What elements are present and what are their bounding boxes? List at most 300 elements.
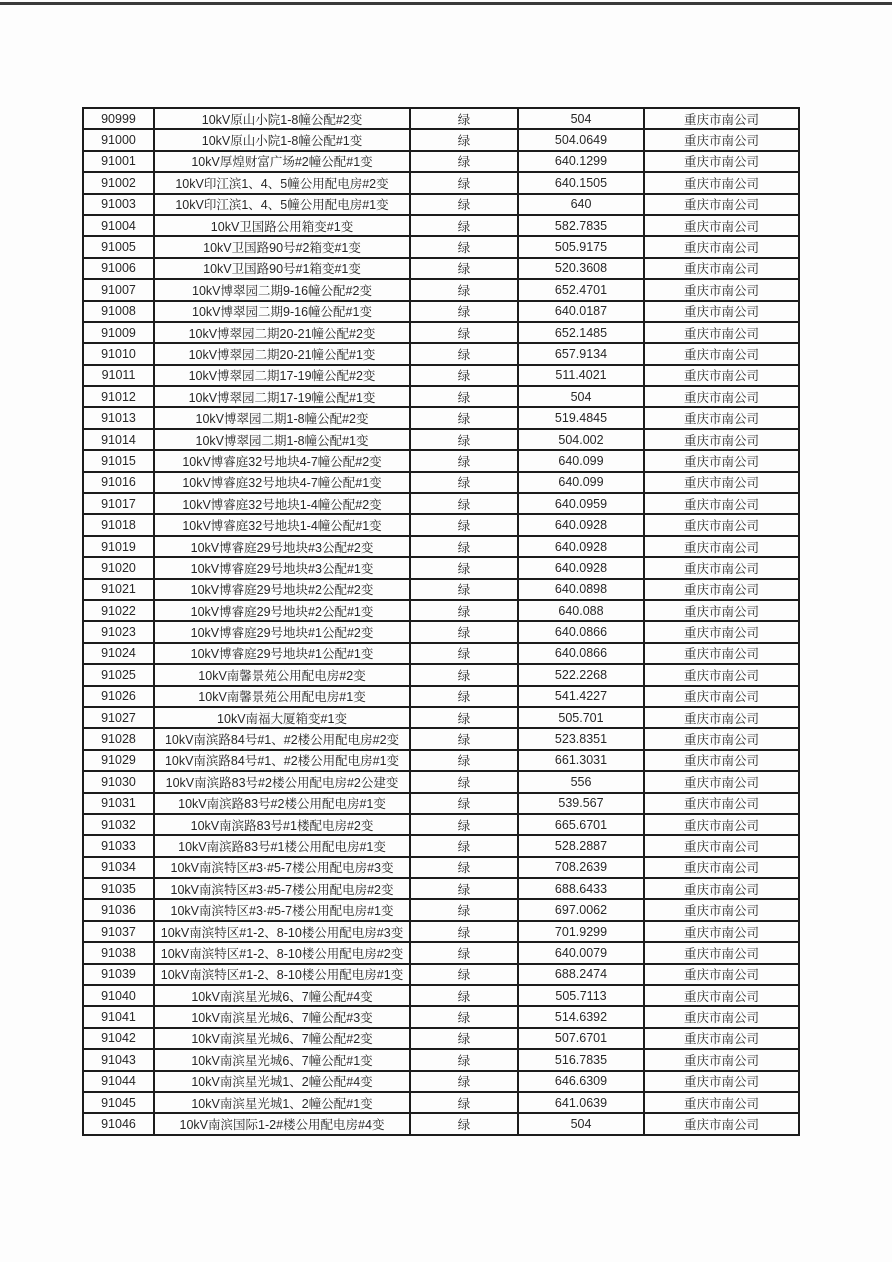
table-row: [83, 215, 799, 236]
cell-id: 91044: [83, 1071, 154, 1092]
cell-value: 528.2887: [518, 835, 644, 856]
cell-id: 91014: [83, 429, 154, 450]
cell-company: 重庆市南公司: [644, 343, 799, 364]
name-clip: 10kV原山小院1-8幢公配#1变: [201, 134, 363, 149]
cell-id: 91038: [83, 942, 154, 963]
cell-name: [154, 985, 410, 1006]
table-row: [83, 579, 799, 600]
table-row: [83, 1006, 799, 1027]
cell-value: 539.567: [518, 793, 644, 814]
cell-id: 91024: [83, 643, 154, 664]
name-clip: 10kV南滨路84号#1、#2楼公用配电房#1变: [164, 754, 400, 769]
cell-name: [154, 621, 410, 642]
cell-id: 91018: [83, 514, 154, 535]
name-clip: 10kV南滨特区#1-2、8-10楼公用配电房#1变: [160, 968, 404, 983]
cell-status: 绿: [410, 407, 518, 428]
cell-company: 重庆市南公司: [644, 964, 799, 985]
cell-status: 绿: [410, 814, 518, 835]
cell-status: 绿: [410, 514, 518, 535]
cell-name: [154, 1006, 410, 1027]
cell-company: 重庆市南公司: [644, 172, 799, 193]
cell-company: 重庆市南公司: [644, 322, 799, 343]
cell-value: 504.002: [518, 429, 644, 450]
cell-name: [154, 557, 410, 578]
cell-company: 重庆市南公司: [644, 643, 799, 664]
table-row: [83, 964, 799, 985]
table-row: [83, 172, 799, 193]
table-row: [83, 407, 799, 428]
table-row: [83, 557, 799, 578]
table-row: [83, 386, 799, 407]
cell-company: 重庆市南公司: [644, 151, 799, 172]
cell-value: 652.1485: [518, 322, 644, 343]
cell-status: 绿: [410, 728, 518, 749]
cell-value: 504: [518, 108, 644, 129]
cell-id: 91006: [83, 258, 154, 279]
cell-value: 641.0639: [518, 1092, 644, 1113]
cell-id: 91032: [83, 814, 154, 835]
cell-value: 523.8351: [518, 728, 644, 749]
cell-company: 重庆市南公司: [644, 258, 799, 279]
cell-name: [154, 472, 410, 493]
name-clip: 10kV卫国路公用箱变#1变: [210, 219, 354, 234]
table-row: [83, 728, 799, 749]
cell-value: 504: [518, 386, 644, 407]
name-clip: 10kV南滨路83号#2楼公用配电房#2公建变: [165, 775, 399, 790]
cell-status: 绿: [410, 857, 518, 878]
cell-value: 697.0062: [518, 899, 644, 920]
cell-value: 657.9134: [518, 343, 644, 364]
table-row: [83, 1049, 799, 1070]
cell-company: 重庆市南公司: [644, 600, 799, 621]
cell-id: 91000: [83, 129, 154, 150]
cell-id: 91012: [83, 386, 154, 407]
cell-id: 91035: [83, 878, 154, 899]
cell-id: 91001: [83, 151, 154, 172]
cell-status: 绿: [410, 236, 518, 257]
cell-id: 91021: [83, 579, 154, 600]
cell-status: 绿: [410, 108, 518, 129]
cell-id: 91003: [83, 194, 154, 215]
table-row: [83, 1028, 799, 1049]
cell-id: 91046: [83, 1113, 154, 1135]
table-row: [83, 1092, 799, 1113]
cell-company: 重庆市南公司: [644, 279, 799, 300]
cell-value: 522.2268: [518, 664, 644, 685]
name-clip: 10kV南馨景苑公用配电房#2变: [198, 668, 366, 683]
name-clip: 10kV卫国路90号#2箱变#1变: [203, 241, 361, 256]
cell-company: 重庆市南公司: [644, 450, 799, 471]
cell-name: [154, 194, 410, 215]
cell-id: 91028: [83, 728, 154, 749]
table-row: [83, 643, 799, 664]
name-clip: 10kV南馨景苑公用配电房#1变: [198, 690, 366, 705]
cell-value: 640.099: [518, 450, 644, 471]
cell-name: [154, 279, 410, 300]
cell-status: 绿: [410, 707, 518, 728]
cell-company: 重庆市南公司: [644, 1071, 799, 1092]
cell-status: 绿: [410, 964, 518, 985]
cell-name: [154, 151, 410, 172]
cell-company: 重庆市南公司: [644, 1028, 799, 1049]
cell-status: 绿: [410, 686, 518, 707]
name-clip: 10kV博睿庭32号地块1-4幢公配#2变: [182, 497, 382, 512]
cell-name: [154, 258, 410, 279]
cell-value: 511.4021: [518, 365, 644, 386]
cell-company: 重庆市南公司: [644, 536, 799, 557]
name-clip: 10kV南滨星光城6、7幢公配#4变: [191, 989, 373, 1004]
cell-company: 重庆市南公司: [644, 985, 799, 1006]
cell-name: [154, 365, 410, 386]
name-clip: 10kV南滨路83号#1楼配电房#2变: [190, 818, 374, 833]
table-row: [83, 921, 799, 942]
cell-name: [154, 942, 410, 963]
cell-status: 绿: [410, 600, 518, 621]
table-row: [83, 942, 799, 963]
cell-name: [154, 343, 410, 364]
cell-value: 505.7113: [518, 985, 644, 1006]
cell-name: [154, 514, 410, 535]
cell-status: 绿: [410, 899, 518, 920]
cell-company: 重庆市南公司: [644, 750, 799, 771]
cell-status: 绿: [410, 472, 518, 493]
name-clip: 10kV印江滨1、4、5幢公用配电房#2变: [175, 176, 389, 191]
cell-status: 绿: [410, 258, 518, 279]
cell-name: [154, 814, 410, 835]
cell-id: 91030: [83, 771, 154, 792]
cell-value: 640: [518, 194, 644, 215]
cell-id: 91034: [83, 857, 154, 878]
name-clip: 10kV印江滨1、4、5幢公用配电房#1变: [175, 198, 389, 213]
cell-status: 绿: [410, 279, 518, 300]
cell-company: 重庆市南公司: [644, 1113, 799, 1135]
cell-id: 91043: [83, 1049, 154, 1070]
cell-name: [154, 643, 410, 664]
cell-value: 520.3608: [518, 258, 644, 279]
name-clip: 10kV博翠园二期1-8幢公配#1变: [195, 433, 369, 448]
cell-id: 91045: [83, 1092, 154, 1113]
cell-value: 541.4227: [518, 686, 644, 707]
cell-company: 重庆市南公司: [644, 878, 799, 899]
cell-name: [154, 1071, 410, 1092]
table-row: [83, 1071, 799, 1092]
name-clip: 10kV博睿庭32号地块4-7幢公配#2变: [182, 454, 382, 469]
cell-company: 重庆市南公司: [644, 301, 799, 322]
cell-value: 661.3031: [518, 750, 644, 771]
cell-name: [154, 1049, 410, 1070]
cell-status: 绿: [410, 365, 518, 386]
cell-name: [154, 964, 410, 985]
cell-name: [154, 771, 410, 792]
cell-value: 640.0928: [518, 557, 644, 578]
cell-company: 重庆市南公司: [644, 664, 799, 685]
table-row: [83, 343, 799, 364]
cell-company: 重庆市南公司: [644, 129, 799, 150]
cell-value: 640.0866: [518, 643, 644, 664]
table-row: [83, 450, 799, 471]
cell-value: 708.2639: [518, 857, 644, 878]
name-clip: 10kV博睿庭29号地块#3公配#2变: [190, 540, 374, 555]
cell-id: 91002: [83, 172, 154, 193]
cell-id: 91016: [83, 472, 154, 493]
table-row: [83, 236, 799, 257]
cell-company: 重庆市南公司: [644, 365, 799, 386]
name-clip: 10kV博睿庭29号地块#2公配#2变: [190, 583, 374, 598]
name-clip: 10kV博翠园二期9-16幢公配#1变: [192, 305, 372, 320]
cell-id: 91033: [83, 835, 154, 856]
table-row: [83, 129, 799, 150]
table-row: [83, 493, 799, 514]
cell-company: 重庆市南公司: [644, 793, 799, 814]
cell-company: 重庆市南公司: [644, 728, 799, 749]
cell-company: 重庆市南公司: [644, 407, 799, 428]
cell-value: 640.0898: [518, 579, 644, 600]
name-clip: 10kV博睿庭29号地块#3公配#1变: [190, 561, 374, 576]
cell-company: 重庆市南公司: [644, 579, 799, 600]
cell-company: 重庆市南公司: [644, 921, 799, 942]
cell-company: 重庆市南公司: [644, 493, 799, 514]
cell-status: 绿: [410, 450, 518, 471]
cell-name: [154, 493, 410, 514]
name-clip: 10kV博翠园二期20-21幢公配#1变: [188, 347, 376, 362]
cell-id: 91013: [83, 407, 154, 428]
cell-name: [154, 301, 410, 322]
cell-value: 640.0959: [518, 493, 644, 514]
cell-status: 绿: [410, 1006, 518, 1027]
table-row: [83, 664, 799, 685]
cell-status: 绿: [410, 793, 518, 814]
table-row: [83, 750, 799, 771]
cell-value: 640.099: [518, 472, 644, 493]
cell-company: 重庆市南公司: [644, 215, 799, 236]
cell-id: 91027: [83, 707, 154, 728]
cell-value: 688.2474: [518, 964, 644, 985]
cell-status: 绿: [410, 1092, 518, 1113]
cell-id: 91004: [83, 215, 154, 236]
table-body: [83, 108, 799, 1135]
cell-status: 绿: [410, 215, 518, 236]
cell-id: 91015: [83, 450, 154, 471]
cell-name: [154, 878, 410, 899]
name-clip: 10kV博翠园二期1-8幢公配#2变: [195, 412, 369, 427]
cell-value: 640.0928: [518, 536, 644, 557]
name-clip: 10kV博翠园二期17-19幢公配#1变: [188, 390, 376, 405]
cell-company: 重庆市南公司: [644, 835, 799, 856]
cell-name: [154, 728, 410, 749]
cell-id: 91041: [83, 1006, 154, 1027]
cell-id: 91031: [83, 793, 154, 814]
name-clip: 10kV南滨星光城6、7幢公配#2变: [191, 1032, 373, 1047]
cell-value: 640.0928: [518, 514, 644, 535]
table-row: [83, 151, 799, 172]
cell-name: [154, 750, 410, 771]
cell-company: 重庆市南公司: [644, 1092, 799, 1113]
cell-value: 504: [518, 1113, 644, 1135]
cell-company: 重庆市南公司: [644, 557, 799, 578]
cell-id: 91020: [83, 557, 154, 578]
name-clip: 10kV南滨特区#3·#5-7楼公用配电房#1变: [170, 904, 394, 919]
cell-status: 绿: [410, 621, 518, 642]
cell-name: [154, 386, 410, 407]
cell-company: 重庆市南公司: [644, 814, 799, 835]
cell-company: 重庆市南公司: [644, 236, 799, 257]
transformer-table: [82, 107, 800, 1136]
table-row: [83, 472, 799, 493]
cell-company: 重庆市南公司: [644, 108, 799, 129]
cell-id: 91023: [83, 621, 154, 642]
cell-name: [154, 1092, 410, 1113]
cell-name: [154, 429, 410, 450]
cell-status: 绿: [410, 985, 518, 1006]
name-clip: 10kV南滨星光城1、2幢公配#4变: [191, 1075, 373, 1090]
cell-status: 绿: [410, 493, 518, 514]
cell-status: 绿: [410, 835, 518, 856]
table-row: [83, 258, 799, 279]
name-clip: 10kV南滨路83号#2楼公用配电房#1变: [178, 797, 386, 812]
cell-value: 514.6392: [518, 1006, 644, 1027]
cell-name: [154, 1113, 410, 1135]
cell-id: 91039: [83, 964, 154, 985]
cell-status: 绿: [410, 1028, 518, 1049]
cell-status: 绿: [410, 301, 518, 322]
table-row: [83, 814, 799, 835]
cell-value: 665.6701: [518, 814, 644, 835]
name-clip: 10kV南滨路83号#1楼公用配电房#1变: [178, 839, 386, 854]
cell-value: 640.0187: [518, 301, 644, 322]
cell-name: [154, 793, 410, 814]
name-clip: 10kV原山小院1-8幢公配#2变: [201, 112, 363, 127]
table-row: [83, 985, 799, 1006]
cell-name: [154, 857, 410, 878]
cell-status: 绿: [410, 664, 518, 685]
cell-status: 绿: [410, 579, 518, 600]
name-clip: 10kV南滨路84号#1、#2楼公用配电房#2变: [164, 733, 400, 748]
table-row: [83, 707, 799, 728]
cell-company: 重庆市南公司: [644, 1006, 799, 1027]
name-clip: 10kV南滨特区#3·#5-7楼公用配电房#2变: [170, 882, 394, 897]
cell-status: 绿: [410, 429, 518, 450]
cell-name: [154, 664, 410, 685]
cell-name: [154, 1028, 410, 1049]
cell-name: [154, 707, 410, 728]
cell-company: 重庆市南公司: [644, 1049, 799, 1070]
cell-id: 91022: [83, 600, 154, 621]
name-clip: 10kV博睿庭29号地块#1公配#1变: [190, 647, 374, 662]
cell-name: [154, 108, 410, 129]
name-clip: 10kV南滨国际1-2#楼公用配电房#4变: [179, 1118, 385, 1133]
cell-name: [154, 172, 410, 193]
cell-id: 91025: [83, 664, 154, 685]
cell-status: 绿: [410, 1071, 518, 1092]
table-row: [83, 878, 799, 899]
table-row: [83, 514, 799, 535]
cell-status: 绿: [410, 921, 518, 942]
name-clip: 10kV卫国路90号#1箱变#1变: [203, 262, 361, 277]
table-row: [83, 793, 799, 814]
cell-value: 507.6701: [518, 1028, 644, 1049]
cell-value: 701.9299: [518, 921, 644, 942]
cell-value: 646.6309: [518, 1071, 644, 1092]
cell-name: [154, 579, 410, 600]
cell-company: 重庆市南公司: [644, 429, 799, 450]
cell-value: 505.9175: [518, 236, 644, 257]
name-clip: 10kV博睿庭32号地块4-7幢公配#1变: [182, 476, 382, 491]
cell-id: 91009: [83, 322, 154, 343]
name-clip: 10kV博翠园二期20-21幢公配#2变: [188, 326, 376, 341]
cell-id: 91008: [83, 301, 154, 322]
name-clip: 10kV南福大厦箱变#1变: [217, 711, 347, 726]
cell-name: [154, 236, 410, 257]
cell-status: 绿: [410, 129, 518, 150]
cell-status: 绿: [410, 322, 518, 343]
cell-id: 91007: [83, 279, 154, 300]
cell-id: 91036: [83, 899, 154, 920]
cell-company: 重庆市南公司: [644, 386, 799, 407]
top-edge-bar: [0, 2, 892, 5]
cell-status: 绿: [410, 343, 518, 364]
cell-company: 重庆市南公司: [644, 194, 799, 215]
cell-name: [154, 536, 410, 557]
table-row: [83, 899, 799, 920]
table-row: [83, 365, 799, 386]
cell-value: 640.1505: [518, 172, 644, 193]
cell-name: [154, 686, 410, 707]
cell-id: 90999: [83, 108, 154, 129]
name-clip: 10kV厚煌财富广场#2幢公配#1变: [191, 155, 373, 170]
cell-status: 绿: [410, 536, 518, 557]
cell-id: 91026: [83, 686, 154, 707]
cell-status: 绿: [410, 386, 518, 407]
cell-id: 91017: [83, 493, 154, 514]
cell-value: 504.0649: [518, 129, 644, 150]
cell-status: 绿: [410, 172, 518, 193]
cell-status: 绿: [410, 878, 518, 899]
cell-name: [154, 600, 410, 621]
cell-company: 重庆市南公司: [644, 472, 799, 493]
name-clip: 10kV博睿庭32号地块1-4幢公配#1变: [182, 519, 382, 534]
table-row: [83, 108, 799, 129]
cell-name: [154, 450, 410, 471]
cell-value: 505.701: [518, 707, 644, 728]
cell-company: 重庆市南公司: [644, 857, 799, 878]
cell-id: 91005: [83, 236, 154, 257]
table-row: [83, 835, 799, 856]
cell-status: 绿: [410, 1113, 518, 1135]
cell-status: 绿: [410, 942, 518, 963]
cell-company: 重庆市南公司: [644, 707, 799, 728]
cell-company: 重庆市南公司: [644, 899, 799, 920]
table-row: [83, 279, 799, 300]
name-clip: 10kV南滨特区#3·#5-7楼公用配电房#3变: [170, 861, 394, 876]
cell-value: 582.7835: [518, 215, 644, 236]
table-row: [83, 429, 799, 450]
cell-id: 91040: [83, 985, 154, 1006]
cell-name: [154, 322, 410, 343]
cell-status: 绿: [410, 771, 518, 792]
name-clip: 10kV南滨特区#1-2、8-10楼公用配电房#3变: [160, 925, 404, 940]
name-clip: 10kV博翠园二期17-19幢公配#2变: [188, 369, 376, 384]
cell-status: 绿: [410, 151, 518, 172]
cell-status: 绿: [410, 1049, 518, 1070]
name-clip: 10kV南滨星光城1、2幢公配#1变: [191, 1096, 373, 1111]
table-row: [83, 686, 799, 707]
cell-value: 640.0079: [518, 942, 644, 963]
table-row: [83, 600, 799, 621]
name-clip: 10kV南滨特区#1-2、8-10楼公用配电房#2变: [160, 946, 404, 961]
table-row: [83, 857, 799, 878]
name-clip: 10kV博翠园二期9-16幢公配#2变: [192, 283, 372, 298]
cell-id: 91042: [83, 1028, 154, 1049]
